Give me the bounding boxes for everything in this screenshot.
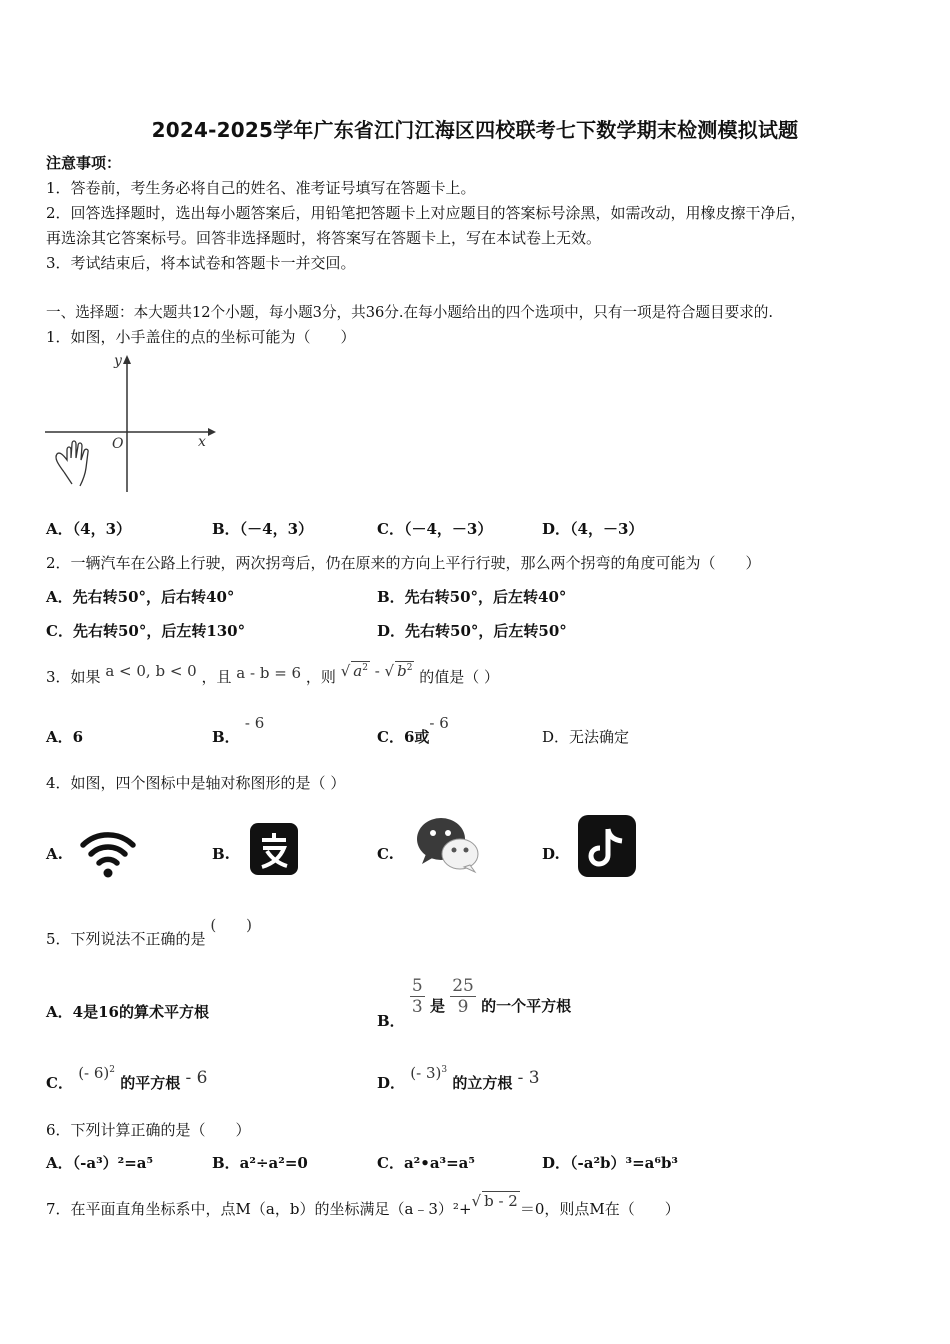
q5-option-c[interactable] bbox=[46, 1064, 208, 1093]
q2-option-b[interactable]: B．先右转50°，后左转40° bbox=[377, 588, 567, 606]
q1-option-c[interactable]: C．（－4，－3） bbox=[377, 520, 493, 538]
q4-label-d[interactable]: D. bbox=[542, 845, 560, 863]
q6-option-a[interactable]: A．（-a³）²=a⁵ bbox=[46, 1154, 154, 1172]
q3-exp-b: 2 bbox=[406, 663, 413, 673]
q1-option-a[interactable]: A．（4，3） bbox=[46, 520, 132, 538]
q3-stem-c: ，则 bbox=[305, 668, 336, 686]
q3-option-a[interactable]: A．6 bbox=[46, 728, 84, 746]
x-axis-label: x bbox=[198, 434, 206, 450]
q5-option-d[interactable] bbox=[377, 1064, 540, 1093]
q7-stem bbox=[46, 1192, 680, 1219]
q3-option-c-label: C．6或 bbox=[377, 728, 430, 746]
q3-expr-b: b bbox=[397, 662, 407, 680]
alipay-icon[interactable] bbox=[250, 823, 298, 875]
q5-c-base: (- 6) bbox=[78, 1064, 110, 1082]
notice-item-1: 1．答卷前，考生务必将自己的姓名、准考证号填写在答题卡上。 bbox=[46, 179, 476, 197]
q5-option-d-label: D． bbox=[377, 1074, 406, 1092]
q3-expr-a: a bbox=[353, 662, 363, 680]
q3-option-c[interactable] bbox=[377, 714, 449, 747]
q4-label-c[interactable]: C. bbox=[377, 845, 394, 863]
notice-item-2-cont: 再选涂其它答案标号。回答非选择题时，将答案写在答题卡上，写在本试卷上无效。 bbox=[46, 229, 602, 247]
fraction-5-3 bbox=[410, 976, 425, 1017]
q3-stem-a: 3．如果 bbox=[46, 668, 101, 686]
q5-option-b[interactable] bbox=[377, 976, 572, 1030]
q6-option-d[interactable]: D．（-a²b）³=a⁶b³ bbox=[542, 1154, 678, 1172]
wifi-icon[interactable] bbox=[80, 828, 136, 880]
hand-icon bbox=[56, 441, 88, 486]
q5-option-a[interactable]: A．4是16的算术平方根 bbox=[46, 1003, 209, 1021]
q3-condition: a < 0, b < 0 bbox=[105, 662, 197, 680]
q3-option-c-value: - 6 bbox=[429, 714, 449, 732]
q5-option-d-value: - 3 bbox=[517, 1068, 540, 1088]
q5-stem-text: 5．下列说法不正确的是 bbox=[46, 930, 206, 948]
frac-den: 9 bbox=[457, 997, 469, 1017]
q5-stem bbox=[46, 916, 253, 949]
q6-option-b[interactable]: B．a²÷a²=0 bbox=[212, 1154, 308, 1172]
q5-option-c-expr bbox=[78, 1064, 115, 1082]
q1-option-b[interactable]: B．（－4，3） bbox=[212, 520, 314, 538]
x-axis-arrow bbox=[208, 428, 216, 436]
q7-stem-b: ＝0，则点M在（ ） bbox=[519, 1200, 680, 1218]
q3-option-b[interactable] bbox=[212, 714, 265, 747]
q3-exp-a: 2 bbox=[362, 663, 368, 673]
q6-stem: 6．下列计算正确的是（ ） bbox=[46, 1121, 251, 1139]
q1-option-d[interactable]: D．（4，－3） bbox=[542, 520, 644, 538]
q2-option-d[interactable]: D．先右转50°，后左转50° bbox=[377, 622, 567, 640]
q5-option-b-label: B． bbox=[377, 1011, 405, 1030]
q5-paren: ( ) bbox=[210, 916, 253, 934]
origin-label: O bbox=[112, 436, 124, 452]
q2-option-c[interactable]: C．先右转50°，后左转130° bbox=[46, 622, 246, 640]
q3-expr-minus: - bbox=[369, 662, 385, 680]
frac-den: 3 bbox=[411, 997, 423, 1017]
q5-d-base: (- 3) bbox=[410, 1064, 442, 1082]
wechat-icon[interactable] bbox=[414, 814, 480, 876]
y-axis-label: y bbox=[114, 353, 122, 369]
q5-option-c-value: - 6 bbox=[185, 1068, 208, 1088]
q7-sqrt: √ b - 2 bbox=[471, 1192, 518, 1210]
q5-c-exp: 2 bbox=[109, 1065, 116, 1075]
q4-label-a[interactable]: A. bbox=[46, 845, 63, 863]
q3-stem-b: ，且 bbox=[201, 668, 232, 686]
q6-option-c[interactable]: C．a²•a³=a⁵ bbox=[377, 1154, 475, 1172]
section-heading: 一、选择题：本大题共12个小题，每小题3分，共36分.在每小题给出的四个选项中，只有一项是符合题目要求的. bbox=[46, 304, 774, 321]
q2-stem: 2．一辆汽车在公路上行驶，两次拐弯后，仍在原来的方向上平行行驶，那么两个拐弯的角度可能为（ ） bbox=[46, 554, 761, 572]
q4-label-b[interactable]: B. bbox=[212, 845, 230, 863]
q3-stem bbox=[46, 662, 500, 687]
q3-option-b-value: - 6 bbox=[244, 714, 265, 732]
q1-coordinate-figure bbox=[40, 350, 220, 498]
frac-num: 5 bbox=[411, 976, 423, 996]
q5-option-c-tail: 的平方根 bbox=[120, 1074, 181, 1092]
notice-item-3: 3．考试结束后，将本试卷和答题卡一并交回。 bbox=[46, 254, 356, 272]
q3-stem-d: 的值是（ ） bbox=[419, 668, 500, 686]
q7-stem-a: 7．在平面直角坐标系中，点M（a，b）的坐标满足（a﹣3）²+ bbox=[46, 1200, 472, 1218]
q3-expression: √ $a^2$ - √ $b^2$ bbox=[340, 662, 413, 680]
page-title: 2024-2025学年广东省江门江海区四校联考七下数学期末检测模拟试题 bbox=[151, 118, 799, 142]
q3-option-d[interactable]: D．无法确定 bbox=[542, 728, 630, 746]
q5-option-d-tail: 的立方根 bbox=[452, 1074, 513, 1092]
y-axis-arrow bbox=[123, 355, 131, 364]
notice-item-2: 2．回答选择题时，选出每小题答案后，用铅笔把答题卡上对应题目的答案标号涂黑，如需改动，用橡皮擦干净后， bbox=[46, 204, 806, 222]
q3-option-b-label: B． bbox=[212, 728, 240, 746]
q2-option-a[interactable]: A．先右转50°，后右转40° bbox=[46, 588, 235, 606]
tiktok-icon[interactable] bbox=[578, 815, 636, 877]
q5-option-b-tail: 的一个平方根 bbox=[481, 996, 572, 1015]
q5-option-d-expr bbox=[410, 1064, 447, 1082]
q5-option-c-label: C． bbox=[46, 1074, 73, 1092]
q7-sqrt-expr: b - 2 bbox=[484, 1192, 518, 1210]
notice-heading: 注意事项： bbox=[46, 154, 122, 172]
q3-condition-2: a - b = 6 bbox=[236, 664, 302, 682]
q1-stem: 1．如图，小手盖住的点的坐标可能为（ ） bbox=[46, 328, 356, 346]
q5-d-exp: 3 bbox=[441, 1065, 448, 1075]
frac-num: 25 bbox=[452, 976, 474, 996]
q4-stem: 4．如图，四个图标中是轴对称图形的是（ ） bbox=[46, 774, 346, 792]
q5-option-b-is: 是 bbox=[429, 996, 445, 1015]
fraction-25-9 bbox=[450, 976, 476, 1017]
